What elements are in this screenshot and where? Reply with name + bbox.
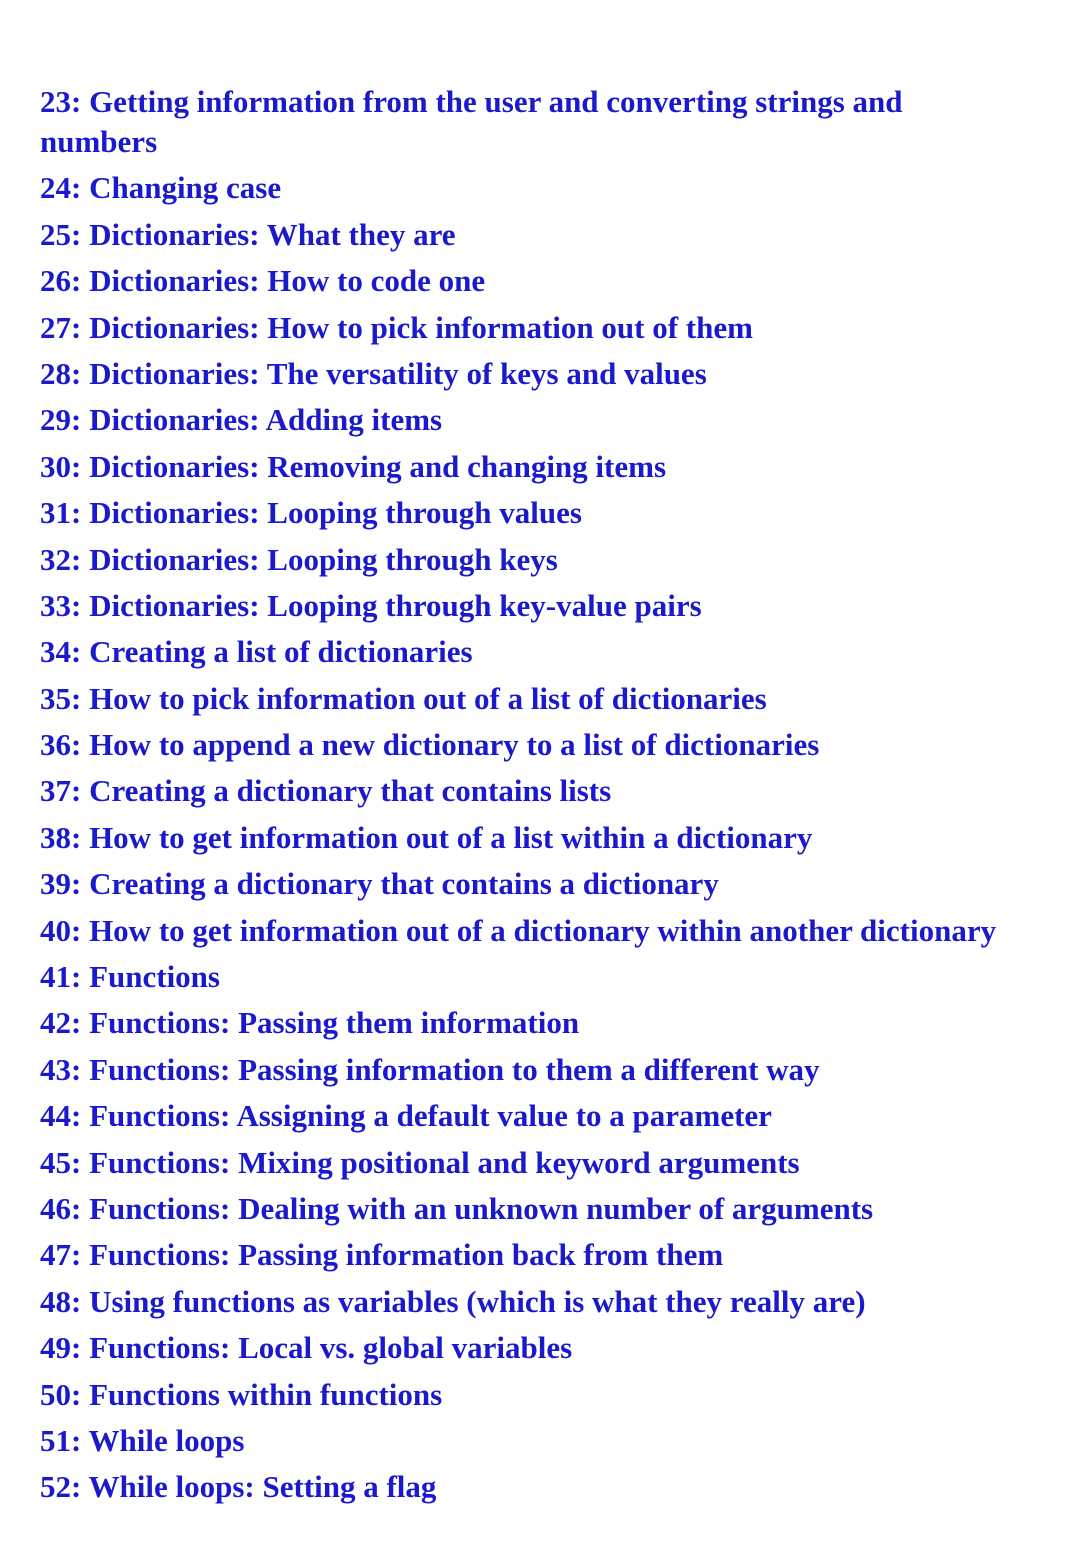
toc-entry-51 <box>40 1421 1070 1461</box>
toc-link-34[interactable]: 34: Creating a list of dictionaries <box>40 634 473 670</box>
toc-link-35[interactable]: 35: How to pick information out of a list of dictionaries <box>40 680 767 716</box>
toc-entry-33 <box>40 586 1070 626</box>
toc-link-38[interactable]: 38: How to get information out of a list within a dictionary <box>40 819 813 855</box>
toc-entry-44 <box>40 1096 1070 1136</box>
toc-link-42[interactable]: 42: Functions: Passing them information <box>40 1005 580 1041</box>
toc-entry-47 <box>40 1235 1070 1275</box>
toc-link-43[interactable]: 43: Functions: Passing information to them a different way <box>40 1051 820 1087</box>
toc-entry-28 <box>40 354 1070 394</box>
toc-link-52[interactable]: 52: While loops: Setting a flag <box>40 1469 437 1505</box>
toc-entry-24 <box>40 168 1070 208</box>
table-of-contents <box>40 82 1070 1514</box>
toc-entry-48 <box>40 1282 1070 1322</box>
toc-link-47[interactable]: 47: Functions: Passing information back from them <box>40 1237 724 1273</box>
toc-link-44[interactable]: 44: Functions: Assigning a default value to a parameter <box>40 1098 772 1134</box>
toc-entry-35 <box>40 679 1070 719</box>
toc-link-32[interactable]: 32: Dictionaries: Looping through keys <box>40 541 558 577</box>
toc-entry-37 <box>40 771 1070 811</box>
toc-link-39[interactable]: 39: Creating a dictionary that contains a dictionary <box>40 866 719 902</box>
toc-link-46[interactable]: 46: Functions: Dealing with an unknown number of arguments <box>40 1190 874 1226</box>
toc-entry-38 <box>40 818 1070 858</box>
toc-link-37[interactable]: 37: Creating a dictionary that contains lists <box>40 773 612 809</box>
toc-entry-30 <box>40 447 1070 487</box>
toc-link-29[interactable]: 29: Dictionaries: Adding items <box>40 402 443 438</box>
toc-entry-49 <box>40 1328 1070 1368</box>
toc-entry-40 <box>40 911 1070 951</box>
toc-entry-32 <box>40 540 1070 580</box>
toc-link-50[interactable]: 50: Functions within functions <box>40 1376 443 1412</box>
toc-entry-31 <box>40 493 1070 533</box>
toc-entry-29 <box>40 400 1070 440</box>
toc-entry-27 <box>40 308 1070 348</box>
toc-link-36[interactable]: 36: How to append a new dictionary to a list of dictionaries <box>40 727 820 763</box>
toc-entry-46 <box>40 1189 1070 1229</box>
toc-entry-41 <box>40 957 1070 997</box>
toc-link-30[interactable]: 30: Dictionaries: Removing and changing items <box>40 448 667 484</box>
toc-entry-23 <box>40 82 1000 162</box>
toc-entry-45 <box>40 1143 1070 1183</box>
toc-entry-50 <box>40 1375 1070 1415</box>
toc-entry-26 <box>40 261 1070 301</box>
toc-link-51[interactable]: 51: While loops <box>40 1422 245 1458</box>
toc-entry-52 <box>40 1467 1070 1507</box>
toc-link-31[interactable]: 31: Dictionaries: Looping through values <box>40 495 582 531</box>
toc-link-25[interactable]: 25: Dictionaries: What they are <box>40 216 456 252</box>
toc-entry-36 <box>40 725 1070 765</box>
toc-entry-39 <box>40 864 1070 904</box>
toc-entry-42 <box>40 1003 1070 1043</box>
toc-entry-43 <box>40 1050 1070 1090</box>
toc-link-41[interactable]: 41: Functions <box>40 959 220 995</box>
toc-link-26[interactable]: 26: Dictionaries: How to code one <box>40 263 486 299</box>
toc-entry-34 <box>40 632 1070 672</box>
toc-link-27[interactable]: 27: Dictionaries: How to pick information out of them <box>40 309 753 345</box>
toc-link-24[interactable]: 24: Changing case <box>40 170 282 206</box>
toc-link-23[interactable]: 23: Getting information from the user and converting strings and numbers <box>40 84 903 159</box>
toc-link-40[interactable]: 40: How to get information out of a dictionary within another dictionary <box>40 912 997 948</box>
toc-link-49[interactable]: 49: Functions: Local vs. global variables <box>40 1330 573 1366</box>
toc-link-48[interactable]: 48: Using functions as variables (which is what they really are) <box>40 1283 866 1319</box>
toc-link-28[interactable]: 28: Dictionaries: The versatility of keys and values <box>40 355 707 391</box>
toc-link-45[interactable]: 45: Functions: Mixing positional and keyword arguments <box>40 1144 800 1180</box>
toc-link-33[interactable]: 33: Dictionaries: Looping through key-value pairs <box>40 587 702 623</box>
toc-entry-25 <box>40 215 1070 255</box>
